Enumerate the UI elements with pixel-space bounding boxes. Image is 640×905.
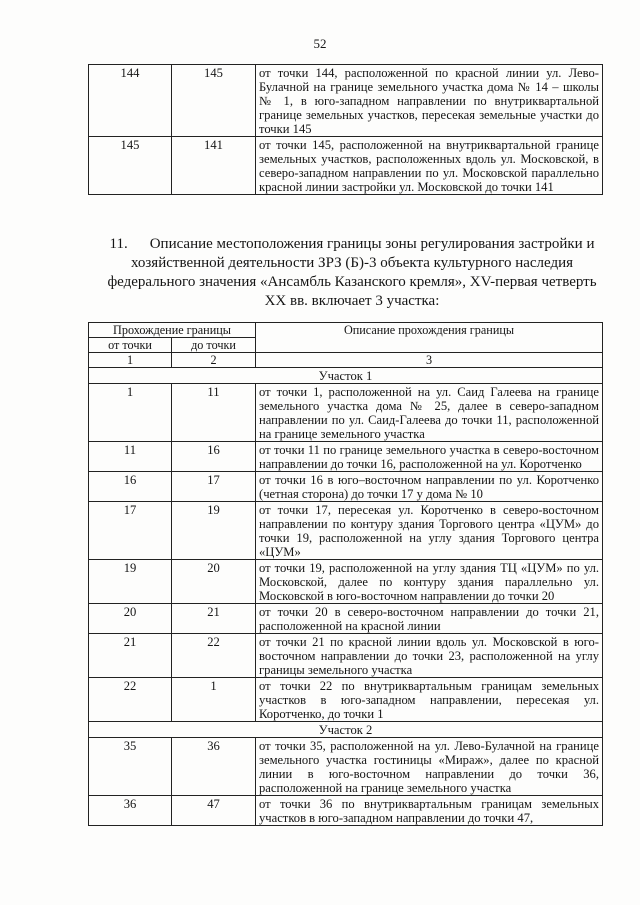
from-point-cell: 145 [89,137,172,195]
table-row [89,442,603,472]
description-cell: от точки 1, расположенной на ул. Саид Галеева на границе земельного участка дома № 25, далее в северо-западном направлении по ул. Саид-Галеева до точки 11, расположенной на границе земельного участка [256,384,603,442]
column-number-2: 2 [172,353,256,368]
continuation-table-body [89,65,603,195]
description-cell: от точки 22 по внутриквартальным границам земельных участков в юго-западном направлении, пересекая ул. Коротченко, до точки 1 [256,678,603,722]
table-row [89,738,603,796]
boundary-description-table [88,322,603,826]
from-point-cell: 1 [89,384,172,442]
table-row [89,472,603,502]
section-heading [97,235,607,311]
main-table-body [89,368,603,826]
from-point-cell: 22 [89,678,172,722]
to-point-cell: 145 [172,65,256,137]
to-point-cell: 36 [172,738,256,796]
to-point-cell: 141 [172,137,256,195]
header-boundary-description: Описание прохождения границы [256,323,603,353]
description-cell: от точки 144, расположенной по красной линии ул. Лево-Булачной на границе земельного участка дома № 14 – школы № 1, в юго-западном направлении по внутриквартальной границе земельных участков, пересекая земельные участки до точки 145 [256,65,603,137]
from-point-cell: 144 [89,65,172,137]
section-heading-line-2: хозяйственной деятельности ЗРЗ (Б)-3 объекта культурного наследия [130,255,574,271]
description-cell: от точки 36 по внутриквартальным границам земельных участков в юго-западном направлении до точки 47, [256,796,603,826]
header-to-point: до точки [172,338,256,353]
column-number-3: 3 [256,353,603,368]
description-cell: от точки 21 по красной линии вдоль ул. Московской в юго-восточном направлении до точки 23, расположенной на углу границы земельного участка [256,634,603,678]
description-cell: от точки 11 по границе земельного участка в северо-восточном направлении до точки 16, расположенной на ул. Коротченко [256,442,603,472]
description-cell: от точки 17, пересекая ул. Коротченко в северо-восточном направлении по контуру здания Торгового центра «ЦУМ» до точки 19, расположенной на углу здания Торгового центра «ЦУМ» [256,502,603,560]
table-row [89,796,603,826]
section-number: 11. [109,236,128,252]
table-row [89,560,603,604]
to-point-cell: 19 [172,502,256,560]
to-point-cell: 16 [172,442,256,472]
table-row [89,634,603,678]
table-row [89,384,603,442]
section-heading-line-4: XX вв. включает 3 участка: [264,293,440,309]
table-row [89,678,603,722]
page-number: 52 [313,36,327,51]
to-point-cell: 17 [172,472,256,502]
to-point-cell: 47 [172,796,256,826]
header-from-point: от точки [89,338,172,353]
from-point-cell: 35 [89,738,172,796]
table-row [89,137,603,195]
section-row-part-1-label: Участок 1 [89,368,603,384]
section-row-part-2-label: Участок 2 [89,722,603,738]
column-number-1: 1 [89,353,172,368]
from-point-cell: 17 [89,502,172,560]
table-header [89,323,603,368]
to-point-cell: 21 [172,604,256,634]
to-point-cell: 20 [172,560,256,604]
to-point-cell: 11 [172,384,256,442]
from-point-cell: 16 [89,472,172,502]
from-point-cell: 11 [89,442,172,472]
section-row-part-1 [89,368,603,384]
section-heading-text-1: Описание местоположения границы зоны регулирования застройки и [149,236,595,252]
description-cell: от точки 19, расположенной на углу здания ТЦ «ЦУМ» по ул. Московской, далее по контуру здания параллельно ул. Московской в юго-восточном направлении до точки 20 [256,560,603,604]
section-row-part-2 [89,722,603,738]
table-row [89,502,603,560]
description-cell: от точки 16 в юго–восточном направлении по ул. Коротченко (четная сторона) до точки 17 у дома № 10 [256,472,603,502]
from-point-cell: 20 [89,604,172,634]
from-point-cell: 19 [89,560,172,604]
boundary-continuation-table [88,64,603,195]
table-row [89,604,603,634]
description-cell: от точки 20 в северо-восточном направлении до точки 21, расположенной на красной линии [256,604,603,634]
section-heading-line-1 [97,235,607,254]
description-cell: от точки 145, расположенной на внутриквартальной границе земельных участков, расположенных вдоль ул. Московской, в северо-западном направлении по ул. Московской параллельно красной линии застройки ул. Московской до точки 141 [256,137,603,195]
to-point-cell: 1 [172,678,256,722]
section-heading-line-3: федерального значения «Ансамбль Казанского кремля», XV-первая четверть [107,274,597,290]
to-point-cell: 22 [172,634,256,678]
header-boundary-passage: Прохождение границы [89,323,256,338]
description-cell: от точки 35, расположенной на ул. Лево-Булачной на границе земельного участка гостиницы «Мираж», далее по красной линии в юго-восточном направлении до точки 36, расположенной на границе земельного участка [256,738,603,796]
table-row [89,65,603,137]
from-point-cell: 21 [89,634,172,678]
from-point-cell: 36 [89,796,172,826]
